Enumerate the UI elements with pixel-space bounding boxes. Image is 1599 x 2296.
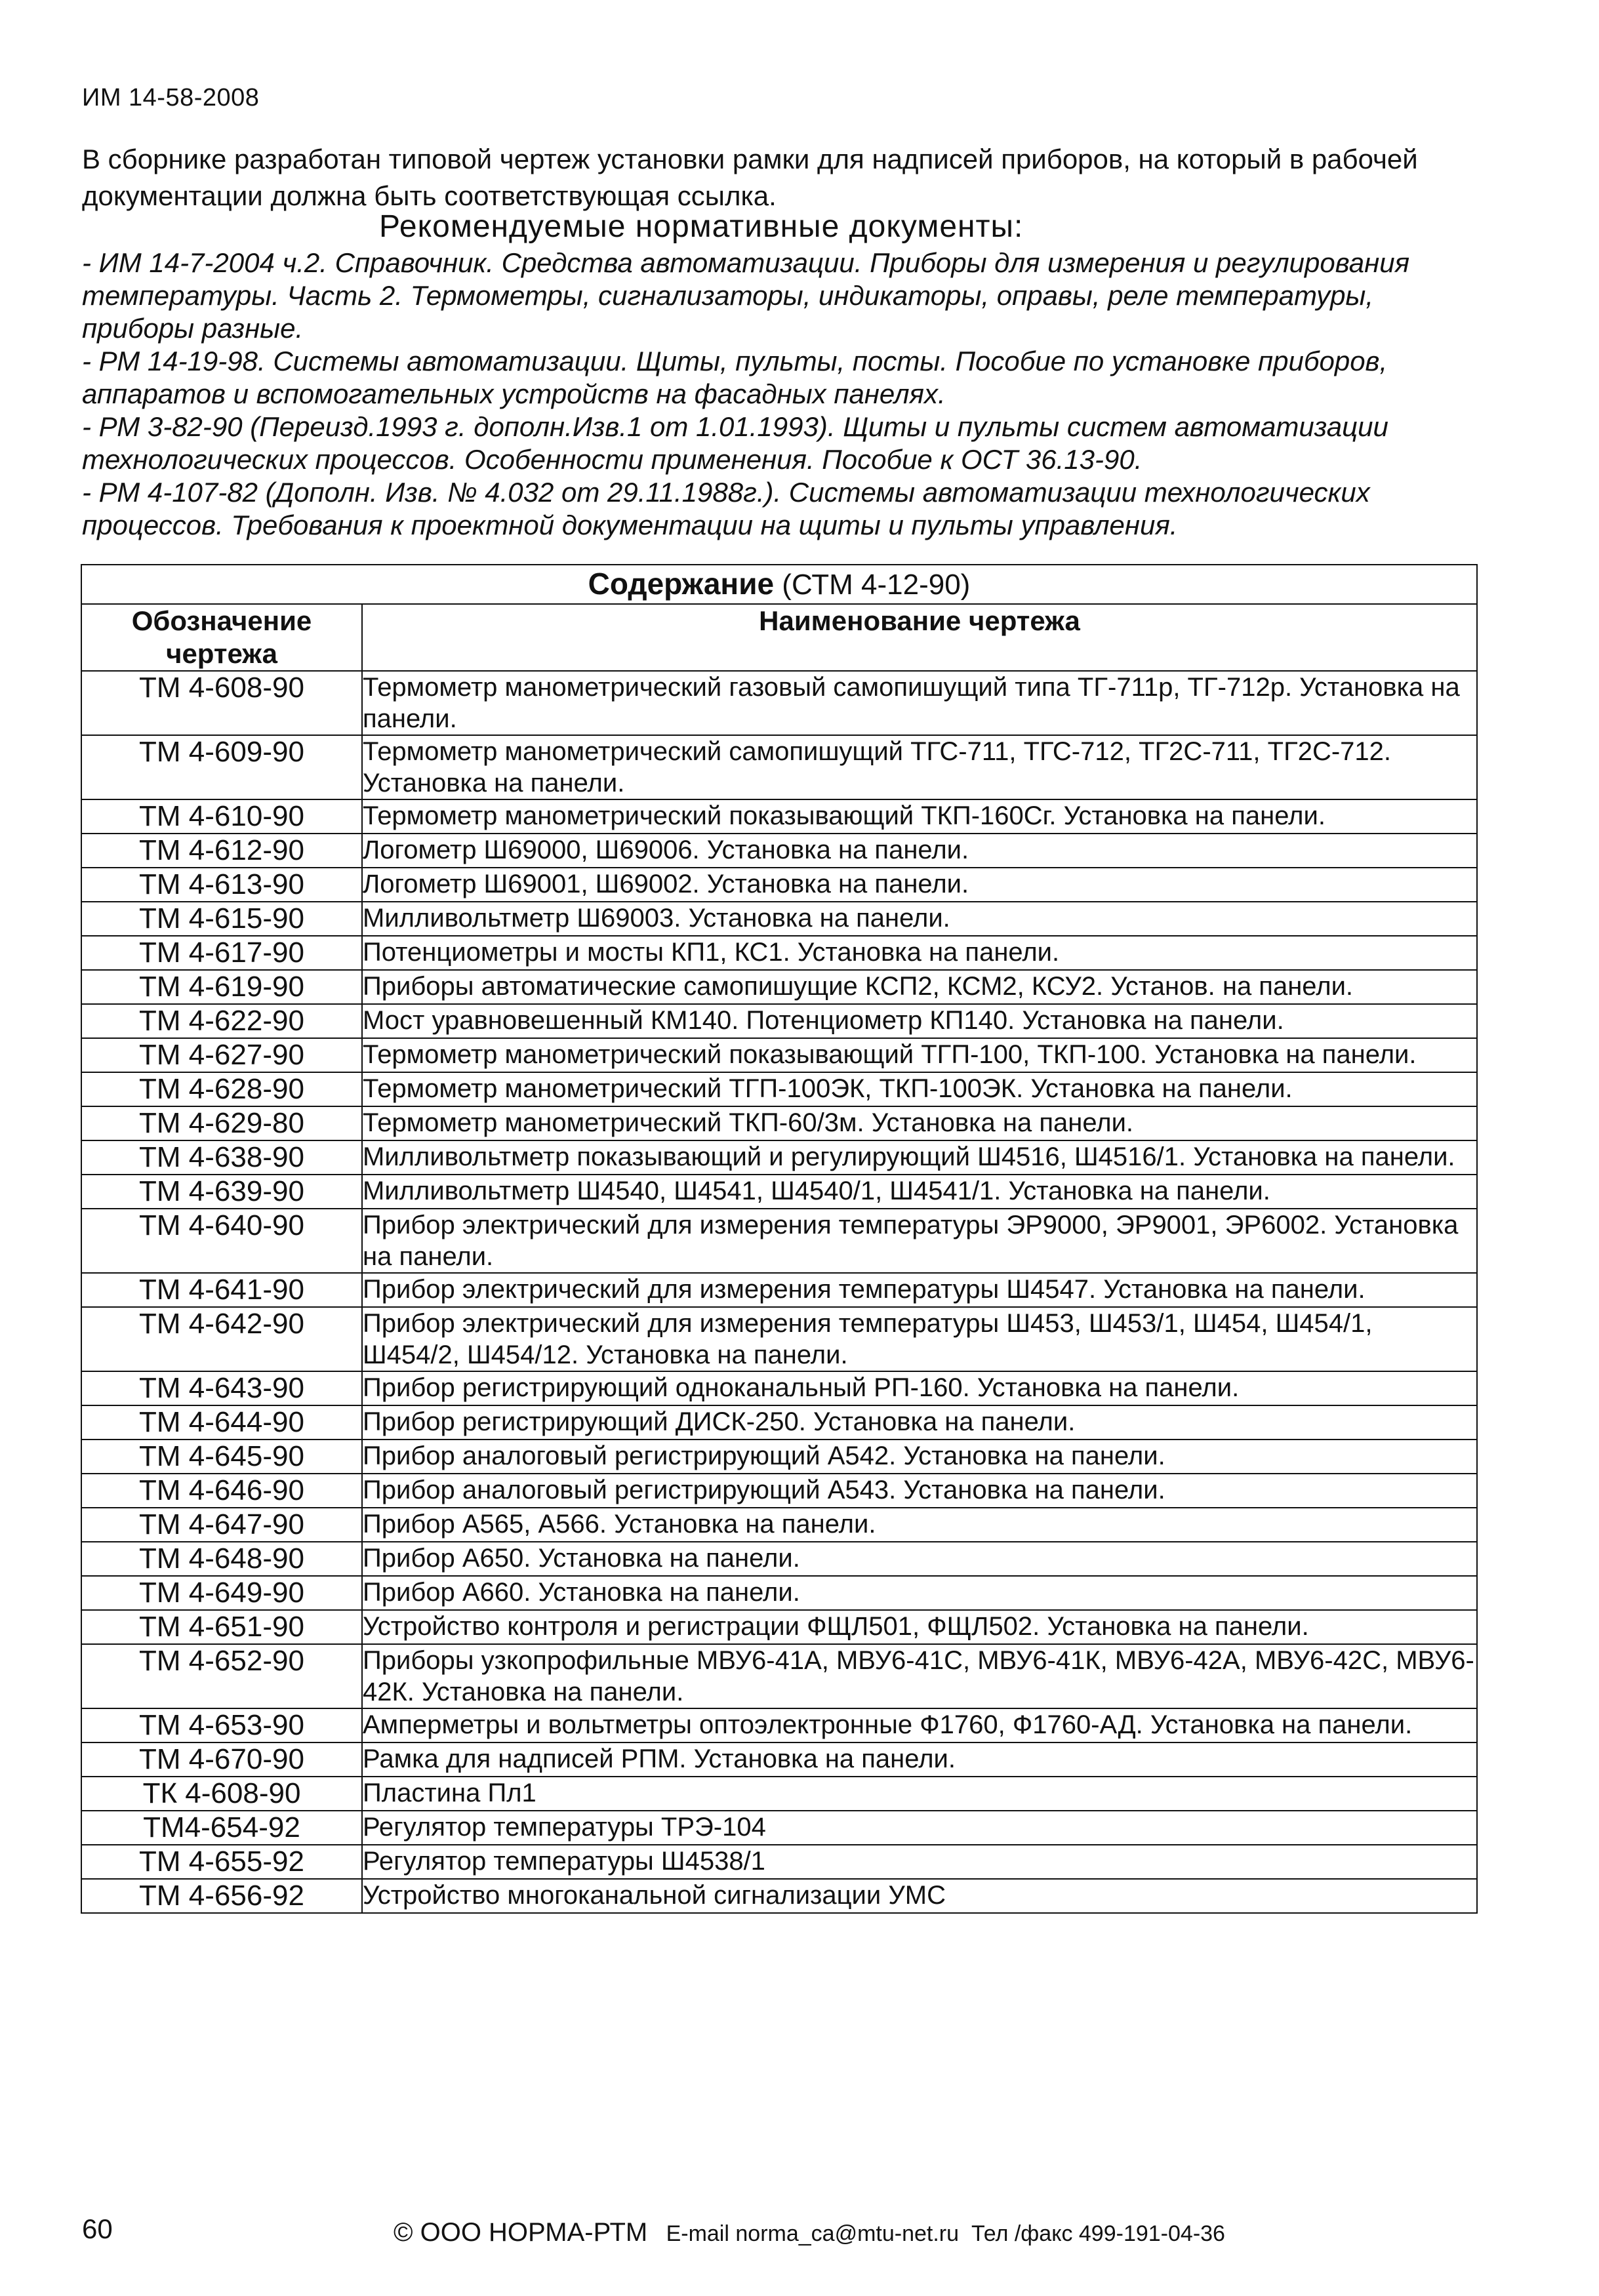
- footer-email: norma_ca@mtu-net.ru: [735, 2221, 960, 2246]
- table-row: [81, 1209, 1477, 1273]
- drawing-code: ТМ 4-629-80: [81, 1106, 362, 1140]
- drawing-title: Термометр манометрический газовый самопишущий типа ТГ-711р, ТГ-712р. Установка на панели.: [362, 671, 1477, 735]
- table-row: [81, 1508, 1477, 1542]
- drawing-code: ТМ 4-615-90: [81, 902, 362, 936]
- table-row: [81, 1644, 1477, 1708]
- drawing-code: ТМ 4-627-90: [81, 1038, 362, 1072]
- drawing-code: ТМ 4-619-90: [81, 970, 362, 1004]
- reference-item: - РМ 14-19-98. Системы автоматизации. Щиты, пульты, посты. Пособие по установке приборов, аппаратов и вспомогательных устройств на фасадных панелях.: [82, 346, 1388, 409]
- drawing-title: Регулятор температуры Ш4538/1: [362, 1845, 1477, 1879]
- drawing-title: Устройство многоканальной сигнализации УМС: [362, 1879, 1477, 1913]
- table-row: [81, 902, 1477, 936]
- drawing-title: Прибор регистрирующий ДИСК-250. Установка на панели.: [362, 1405, 1477, 1440]
- drawing-title: Регулятор температуры ТРЭ-104: [362, 1811, 1477, 1845]
- table-row: [81, 1405, 1477, 1440]
- drawing-title: Пластина Пл1: [362, 1777, 1477, 1811]
- table-row: [81, 735, 1477, 799]
- drawing-title: Термометр манометрический показывающий ТГП-100, ТКП-100. Установка на панели.: [362, 1038, 1477, 1072]
- drawing-code: ТМ 4-647-90: [81, 1508, 362, 1542]
- table-row: [81, 799, 1477, 834]
- table-row: [81, 936, 1477, 970]
- drawing-title: Логометр Ш69001, Ш69002. Установка на панели.: [362, 868, 1477, 902]
- drawing-title: Мост уравновешенный КМ140. Потенциометр КП140. Установка на панели.: [362, 1004, 1477, 1038]
- drawing-code: ТМ 4-639-90: [81, 1175, 362, 1209]
- drawing-code: ТМ 4-670-90: [81, 1742, 362, 1777]
- drawing-code: ТМ 4-628-90: [81, 1072, 362, 1106]
- drawing-title: Логометр Ш69000, Ш69006. Установка на панели.: [362, 834, 1477, 868]
- drawing-title: Милливольтметр Ш4540, Ш4541, Ш4540/1, Ш4541/1. Установка на панели.: [362, 1175, 1477, 1209]
- footer: [394, 2218, 1225, 2247]
- drawing-code: ТМ 4-609-90: [81, 735, 362, 799]
- reference-item: - РМ 4-107-82 (Дополн. Изв. № 4.032 от 29.11.1988г.). Системы автоматизации технологических процессов. Требования к проектной документации на щиты и пульты управления.: [82, 477, 1370, 540]
- drawing-title: Прибор регистрирующий одноканальный РП-160. Установка на панели.: [362, 1371, 1477, 1405]
- drawing-title: Прибор электрический для измерения температуры Ш4547. Установка на панели.: [362, 1273, 1477, 1307]
- table-row: [81, 1004, 1477, 1038]
- drawing-code: ТМ 4-646-90: [81, 1474, 362, 1508]
- drawing-code: ТМ 4-655-92: [81, 1845, 362, 1879]
- table-row: [81, 1845, 1477, 1879]
- references-title: Рекомендуемые нормативные документы:: [379, 209, 1024, 244]
- table-row: [81, 1811, 1477, 1845]
- column-header-code: Обозначение чертежа: [81, 604, 362, 671]
- column-header-name: Наименование чертежа: [362, 604, 1477, 671]
- drawing-code: ТМ 4-613-90: [81, 868, 362, 902]
- drawing-code: ТМ 4-638-90: [81, 1140, 362, 1175]
- drawing-title: Прибор А565, А566. Установка на панели.: [362, 1508, 1477, 1542]
- drawing-code: ТМ 4-645-90: [81, 1440, 362, 1474]
- table-row: [81, 1273, 1477, 1307]
- drawing-code: ТМ 4-640-90: [81, 1209, 362, 1273]
- drawing-code: ТМ 4-642-90: [81, 1307, 362, 1371]
- drawing-title: Устройство контроля и регистрации ФЩЛ501, ФЩЛ502. Установка на панели.: [362, 1610, 1477, 1644]
- footer-copyright: © ООО НОРМА-РТМ: [394, 2218, 648, 2247]
- table-row: [81, 1742, 1477, 1777]
- drawing-title: Термометр манометрический ТГП-100ЭК, ТКП-100ЭК. Установка на панели.: [362, 1072, 1477, 1106]
- drawing-code: ТМ 4-651-90: [81, 1610, 362, 1644]
- drawing-title: Прибор А660. Установка на панели.: [362, 1576, 1477, 1610]
- drawing-title: Прибор электрический для измерения температуры ЭР9000, ЭР9001, ЭР6002. Установка на панели.: [362, 1209, 1477, 1273]
- drawing-code: ТМ4-654-92: [81, 1811, 362, 1845]
- drawing-code: ТМ 4-610-90: [81, 799, 362, 834]
- reference-item: - РМ 3-82-90 (Переизд.1993 г. дополн.Изв.1 от 1.01.1993). Щиты и пульты систем автоматизации технологических процессов. Особенности применения. Пособие к ОСТ 36.13-90.: [82, 411, 1388, 475]
- drawing-title: Прибор электрический для измерения температуры Ш453, Ш453/1, Ш454, Ш454/1, Ш454/2, Ш454/12. Установка на панели.: [362, 1307, 1477, 1371]
- drawing-title: Прибор аналоговый регистрирующий А543. Установка на панели.: [362, 1474, 1477, 1508]
- table-row: [81, 868, 1477, 902]
- drawing-code: ТМ 4-608-90: [81, 671, 362, 735]
- table-row: [81, 1542, 1477, 1576]
- table-row: [81, 1072, 1477, 1106]
- references-list: [82, 247, 1492, 542]
- footer-phone: Тел /факс 499-191-04-36: [971, 2221, 1225, 2246]
- drawing-title: Рамка для надписей РПМ. Установка на панели.: [362, 1742, 1477, 1777]
- drawing-title: Амперметры и вольтметры оптоэлектронные Ф1760, Ф1760-АД. Установка на панели.: [362, 1708, 1477, 1742]
- drawing-code: ТМ 4-643-90: [81, 1371, 362, 1405]
- drawing-title: Приборы автоматические самопишущие КСП2, КСМ2, КСУ2. Установ. на панели.: [362, 970, 1477, 1004]
- table-row: [81, 1474, 1477, 1508]
- table-row: [81, 1576, 1477, 1610]
- contents-caption-row: [81, 565, 1477, 604]
- table-row: [81, 1038, 1477, 1072]
- contents-table: [81, 564, 1478, 1914]
- drawing-title: Термометр манометрический показывающий ТКП-160Сг. Установка на панели.: [362, 799, 1477, 834]
- table-row: [81, 671, 1477, 735]
- drawing-code: ТМ 4-644-90: [81, 1405, 362, 1440]
- table-row: [81, 970, 1477, 1004]
- page-number: 60: [82, 2213, 113, 2244]
- table-row: [81, 1777, 1477, 1811]
- drawing-code: ТМ 4-617-90: [81, 936, 362, 970]
- table-row: [81, 1440, 1477, 1474]
- drawing-code: ТМ 4-612-90: [81, 834, 362, 868]
- table-row: [81, 1140, 1477, 1175]
- drawing-code: ТМ 4-652-90: [81, 1644, 362, 1708]
- contents-title: Содержание: [588, 567, 775, 601]
- drawing-code: ТМ 4-622-90: [81, 1004, 362, 1038]
- drawing-code: ТМ 4-649-90: [81, 1576, 362, 1610]
- table-row: [81, 1175, 1477, 1209]
- drawing-title: Термометр манометрический ТКП-60/3м. Установка на панели.: [362, 1106, 1477, 1140]
- intro-paragraph: В сборнике разработан типовой чертеж установки рамки для надписей приборов, на который в рабочей документации должна быть соответствующая ссылка.: [82, 144, 1418, 211]
- document-code: ИМ 14-58-2008: [82, 84, 260, 111]
- table-row: [81, 1879, 1477, 1913]
- drawing-title: Термометр манометрический самопишущий ТГС-711, ТГС-712, ТГ2С-711, ТГ2С-712. Установка на панели.: [362, 735, 1477, 799]
- drawing-title: Прибор А650. Установка на панели.: [362, 1542, 1477, 1576]
- drawing-code: ТМ 4-653-90: [81, 1708, 362, 1742]
- reference-item: - ИМ 14-7-2004 ч.2. Справочник. Средства автоматизации. Приборы для измерения и регулирования температуры. Часть 2. Термометры, сигнализаторы, индикаторы, оправы, реле температуры, приборы разные.: [82, 247, 1410, 344]
- drawing-code: ТМ 4-648-90: [81, 1542, 362, 1576]
- drawing-title: Приборы узкопрофильные МВУ6-41А, МВУ6-41С, МВУ6-41К, МВУ6-42А, МВУ6-42С, МВУ6-42К. Установка на панели.: [362, 1644, 1477, 1708]
- contents-title-ref: (СТМ 4-12-90): [782, 569, 971, 601]
- table-row: [81, 1106, 1477, 1140]
- table-row: [81, 1708, 1477, 1742]
- table-row: [81, 1610, 1477, 1644]
- footer-email-label: E-mail: [666, 2221, 729, 2246]
- table-row: [81, 1371, 1477, 1405]
- table-row: [81, 834, 1477, 868]
- drawing-title: Милливольтметр Ш69003. Установка на панели.: [362, 902, 1477, 936]
- drawing-code: ТК 4-608-90: [81, 1777, 362, 1811]
- table-row: [81, 1307, 1477, 1371]
- drawing-title: Потенциометры и мосты КП1, КС1. Установка на панели.: [362, 936, 1477, 970]
- drawing-title: Прибор аналоговый регистрирующий А542. Установка на панели.: [362, 1440, 1477, 1474]
- contents-header-row: [81, 604, 1477, 671]
- drawing-code: ТМ 4-656-92: [81, 1879, 362, 1913]
- drawing-code: ТМ 4-641-90: [81, 1273, 362, 1307]
- drawing-title: Милливольтметр показывающий и регулирующий Ш4516, Ш4516/1. Установка на панели.: [362, 1140, 1477, 1175]
